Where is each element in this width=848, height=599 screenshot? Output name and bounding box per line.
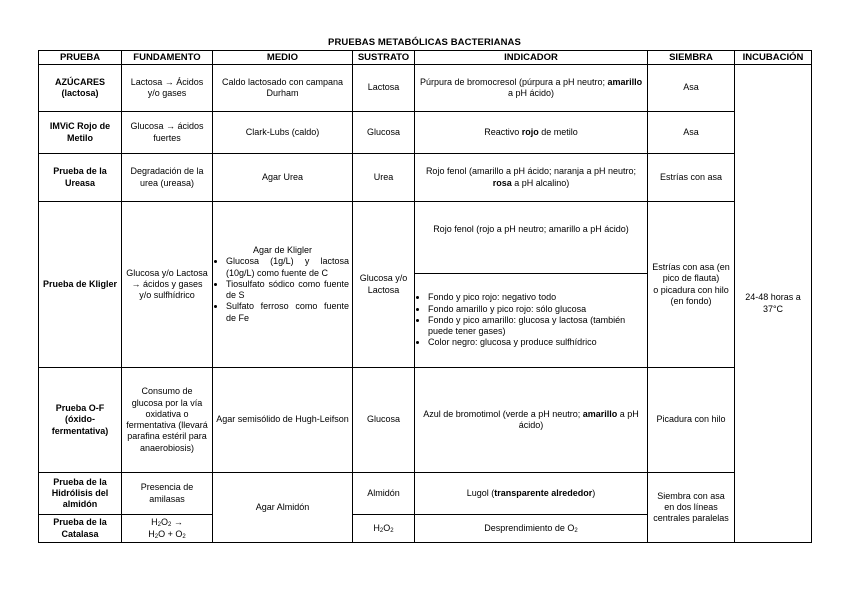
siembra-text: Estrías con asa (en pico de flauta) — [652, 262, 730, 284]
formula-part: H — [373, 522, 380, 533]
fundamento-cell — [122, 515, 213, 543]
indicador-text-end: a pH ácido) — [518, 408, 639, 430]
indicador-cell — [415, 473, 648, 515]
indicador-text: Reactivo — [484, 126, 522, 137]
indicador-text-end: de metilo — [538, 126, 578, 137]
list-item: • Sulfato ferroso como fuente de Fe — [226, 301, 349, 324]
prueba-cell: Prueba de la Catalasa — [39, 515, 122, 543]
formula-subscript: 2 — [379, 527, 384, 534]
indicador-text: Desprendimiento de O — [484, 522, 575, 533]
indicador-cell: Rojo fenol (rojo a pH neutro; amarillo a pH ácido) — [415, 202, 648, 274]
siembra-cell: Asa — [648, 112, 735, 154]
indicador-text: Rojo fenol (amarillo a pH ácido; naranja a pH neutro; — [425, 166, 637, 177]
fundamento-cell: Presencia de amilasas — [122, 473, 213, 515]
table-row — [39, 112, 812, 154]
formula-subscript: 2 — [390, 527, 394, 534]
formula-subscript: 2 — [157, 522, 161, 529]
indicador-cell — [415, 65, 648, 112]
reaction-reactant — [125, 517, 209, 528]
indicador-text-end: a pH ácido) — [507, 88, 555, 98]
fundamento-cell: Consumo de glucosa por la vía oxidativa o fermentativa (llevará parafina estéril para anaerobiosis) — [122, 368, 213, 473]
incubacion-cell: 24-48 horas a 37°C — [735, 65, 812, 543]
siembra-cell: Siembra con asa en dos líneas centrales paralelas — [648, 473, 735, 543]
fundamento-cell: Glucosa → ácidos fuertes — [122, 112, 213, 154]
list-item: • Fondo y pico rojo: negativo todo — [428, 292, 644, 303]
header-medio: MEDIO — [213, 51, 353, 65]
header-prueba: PRUEBA — [39, 51, 122, 65]
medio-cell: Agar Urea — [213, 154, 353, 202]
prueba-cell: AZÚCARES (lactosa) — [39, 65, 122, 112]
siembra-cell: Asa — [648, 65, 735, 112]
medio-cell: Agar semisólido de Hugh-Leifson — [213, 368, 353, 473]
indicador-text: Lugol ( — [466, 487, 495, 498]
metabolic-tests-table — [38, 50, 812, 543]
formula-subscript: 2 — [182, 533, 186, 540]
formula-subscript: 2 — [154, 533, 159, 540]
fundamento-cell: Degradación de la urea (ureasa) — [122, 154, 213, 202]
table-row — [39, 368, 812, 473]
sustrato-cell: Lactosa — [353, 65, 415, 112]
indicador-list — [418, 292, 644, 348]
siembra-cell: Picadura con hilo — [648, 368, 735, 473]
prueba-cell: Prueba de la Ureasa — [39, 154, 122, 202]
medio-title: Agar de Kligler — [252, 245, 313, 256]
sustrato-cell: Urea — [353, 154, 415, 202]
header-siembra: SIEMBRA — [648, 51, 735, 65]
siembra-cell: Estrías con asa — [648, 154, 735, 202]
siembra-cell — [648, 202, 735, 368]
prueba-cell: Prueba O-F (óxido-fermentativa) — [39, 368, 122, 473]
reaction-arrow: → — [171, 517, 183, 528]
indicador-text-end: a pH alcalino) — [511, 177, 570, 188]
indicador-highlight: transparente alrededor — [494, 487, 593, 498]
sustrato-cell: Glucosa y/o Lactosa — [353, 202, 415, 368]
table-row — [39, 154, 812, 202]
indicador-text-end: ) — [592, 487, 596, 498]
table-title: PRUEBAS METABÓLICAS BACTERIANAS — [328, 37, 521, 48]
indicador-cell — [415, 154, 648, 202]
indicador-highlight: amarillo — [607, 76, 643, 87]
indicador-text: Azul de bromotimol (verde a pH neutro; — [423, 408, 583, 419]
formula-part: H — [151, 517, 158, 528]
fundamento-cell: Glucosa y/o Lactosa → ácidos y gases y/o sulfhídrico — [122, 202, 213, 368]
indicador-cell — [415, 112, 648, 154]
table-row — [39, 473, 812, 515]
list-item: • Color negro: glucosa y produce sulfhídrico — [428, 337, 644, 348]
header-indicador: INDICADOR — [415, 51, 648, 65]
siembra-text-alt: o picadura con hilo (en fondo) — [653, 284, 729, 306]
sustrato-cell — [353, 515, 415, 543]
medio-cell — [213, 202, 353, 368]
medio-cell: Agar Almidón — [213, 473, 353, 543]
formula-part: O — [160, 517, 168, 528]
formula-part: H — [148, 528, 155, 539]
formula-subscript: 2 — [168, 522, 172, 529]
table-row — [39, 65, 812, 112]
indicador-text: Púrpura de bromocresol (púrpura a pH neutro; — [419, 76, 608, 87]
list-item: • Glucosa (1g/L) y lactosa (10g/L) como fuente de C — [226, 256, 349, 279]
medio-cell: Caldo lactosado con campana Durham — [213, 65, 353, 112]
header-row — [39, 51, 812, 65]
prueba-cell: Prueba de la Hidrólisis del almidón — [39, 473, 122, 515]
indicador-highlight: amarillo — [582, 408, 618, 419]
prueba-cell: Prueba de Kligler — [39, 202, 122, 368]
reaction-products — [125, 529, 209, 540]
formula-part: O — [383, 522, 391, 533]
header-incubacion: INCUBACIÓN — [735, 51, 812, 65]
formula-subscript: 2 — [574, 527, 578, 534]
indicador-highlight: rosa — [492, 177, 512, 188]
sustrato-cell: Glucosa — [353, 368, 415, 473]
indicador-results-cell — [415, 274, 648, 368]
sustrato-cell: Glucosa — [353, 112, 415, 154]
fundamento-cell: Lactosa → Ácidos y/o gases — [122, 65, 213, 112]
indicador-cell — [415, 515, 648, 543]
sustrato-cell: Almidón — [353, 473, 415, 515]
indicador-cell — [415, 368, 648, 473]
formula-part: O + O — [158, 528, 183, 539]
table-row — [39, 202, 812, 274]
header-fundamento: FUNDAMENTO — [122, 51, 213, 65]
medio-cell: Clark-Lubs (caldo) — [213, 112, 353, 154]
list-item: • Tiosulfato sódico como fuente de S — [226, 279, 349, 302]
list-item: • Fondo y pico amarillo: glucosa y lactosa (también puede tener gases) — [428, 315, 644, 338]
prueba-cell: IMViC Rojo de Metilo — [39, 112, 122, 154]
medio-list — [216, 256, 349, 324]
header-sustrato: SUSTRATO — [353, 51, 415, 65]
list-item: • Fondo amarillo y pico rojo: sólo glucosa — [428, 304, 644, 315]
indicador-highlight: rojo — [521, 126, 539, 137]
